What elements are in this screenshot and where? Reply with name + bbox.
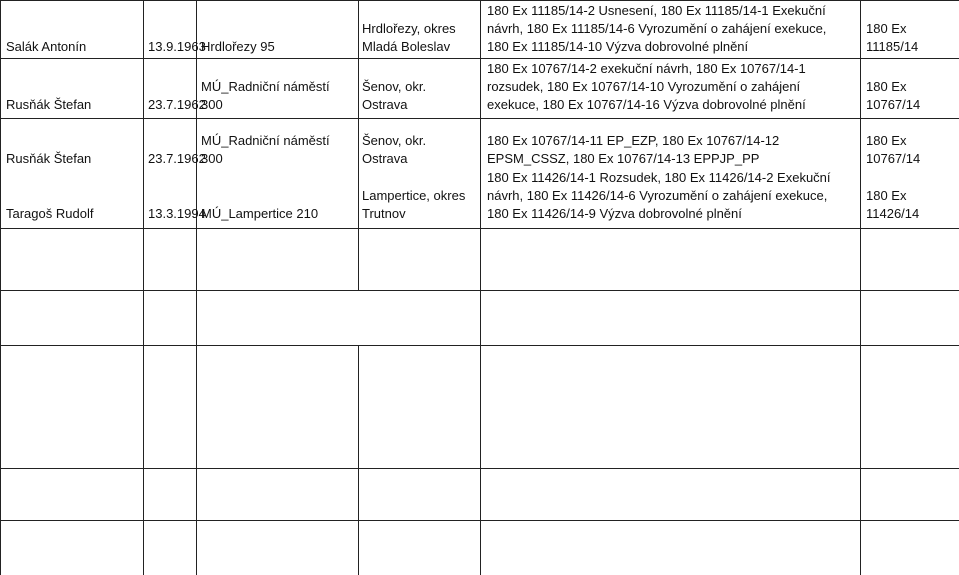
person-name: Rusňák Štefan: [6, 97, 92, 112]
row-separator: [0, 118, 959, 119]
file-number: 180 Ex 11185/14: [866, 21, 919, 54]
address: Hrdlořezy 95: [201, 39, 275, 54]
document-reference: 180 Ex 11185/14-2 Usnesení, 180 Ex 11185/14-1 Exekuční: [487, 3, 826, 18]
birth-date: 13.9.1963: [148, 39, 206, 54]
person-name: Taragoš Rudolf: [6, 206, 94, 221]
column-separator: [0, 0, 1, 575]
row-separator: [0, 228, 959, 229]
birth-date: 23.7.1962: [148, 151, 206, 166]
birth-date: 23.7.1962: [148, 97, 206, 112]
column-separator: [143, 0, 144, 575]
column-separator: [358, 0, 359, 290]
address: MÚ_Radniční náměstí 300: [201, 79, 330, 112]
column-separator: [860, 0, 861, 575]
document-reference: 180 Ex 10767/14-11 EP_EZP, 180 Ex 10767/14-12: [487, 133, 780, 148]
district: Šenov, okr. Ostrava: [362, 79, 427, 112]
row-separator: [0, 0, 959, 1]
district: Šenov, okr. Ostrava: [362, 133, 427, 166]
row-separator: [0, 345, 959, 346]
address: MÚ_Lampertice 210: [201, 206, 319, 221]
file-number: 180 Ex 10767/14: [866, 133, 921, 166]
file-number: 180 Ex 11426/14: [866, 188, 920, 221]
row-separator: [0, 468, 959, 469]
person-name: Rusňák Štefan: [6, 151, 92, 166]
document-reference: exekuce, 180 Ex 10767/14-16 Výzva dobrovolné plnění: [487, 97, 806, 112]
document-reference: 180 Ex 11426/14-1 Rozsudek, 180 Ex 11426/14-2 Exekuční: [487, 170, 831, 185]
column-separator: [358, 345, 359, 575]
document-reference: rozsudek, 180 Ex 10767/14-10 Vyrozumění o zahájení: [487, 79, 801, 94]
district: Lampertice, okres Trutnov: [362, 188, 466, 221]
row-separator: [0, 290, 959, 291]
birth-date: 13.3.1994: [148, 206, 206, 221]
document-reference: 180 Ex 11185/14-10 Výzva dobrovolné plnění: [487, 39, 749, 54]
person-name: Salák Antonín: [6, 39, 87, 54]
district: Hrdlořezy, okres Mladá Boleslav: [362, 21, 456, 54]
document-reference: 180 Ex 11426/14-9 Výzva dobrovolné plnění: [487, 206, 742, 221]
document-reference: návrh, 180 Ex 11185/14-6 Vyrozumění o zahájení exekuce,: [487, 21, 827, 36]
document-reference: 180 Ex 10767/14-2 exekuční návrh, 180 Ex 10767/14-1: [487, 61, 806, 76]
column-separator: [480, 0, 481, 575]
document-reference: návrh, 180 Ex 11426/14-6 Vyrozumění o zahájení exekuce,: [487, 188, 828, 203]
document-reference: EPSM_CSSZ, 180 Ex 10767/14-13 EPPJP_PP: [487, 151, 760, 166]
file-number: 180 Ex 10767/14: [866, 79, 921, 112]
row-separator: [0, 58, 959, 59]
column-separator: [196, 0, 197, 575]
row-separator: [0, 520, 959, 521]
address: MÚ_Radniční náměstí 300: [201, 133, 330, 166]
